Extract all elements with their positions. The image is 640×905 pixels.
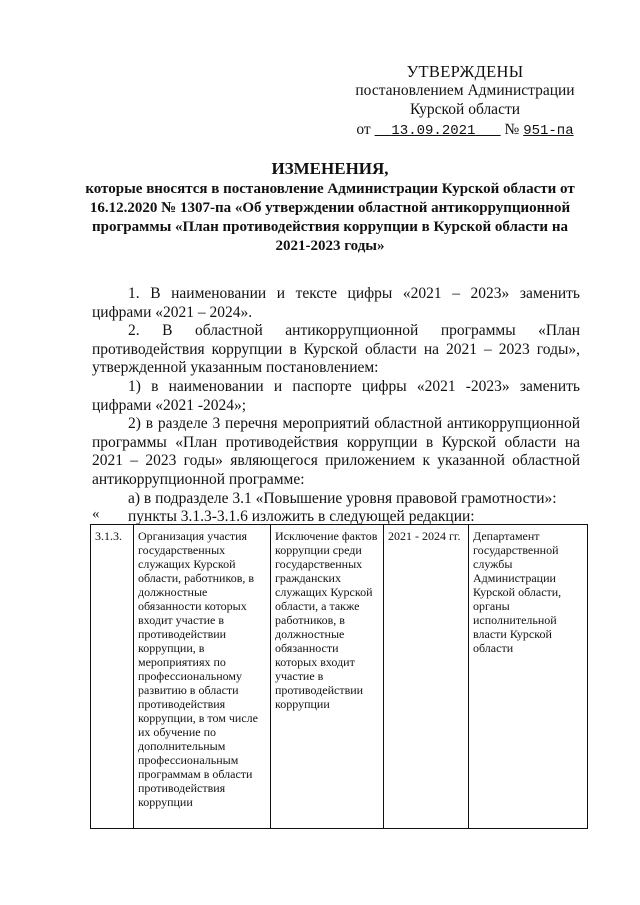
approval-date-line <box>340 120 590 141</box>
opening-quote: « <box>92 506 100 522</box>
approval-title: УТВЕРЖДЕНЫ <box>406 62 524 81</box>
cell-result: Исключение фактов коррупции среди государственных гражданских служащих Курской области, а также работников, в должностные обязанности которых входит участие в противодействии коррупции <box>271 525 384 829</box>
cell-period: 2021 - 2024 гг. <box>384 525 469 829</box>
paragraph-2: 2. В областной антикоррупционной программы «План противодействия коррупции в Курской области на 2021 – 2023 годы», утвержденной указанным постановлением: <box>92 322 580 377</box>
paragraph-6: пункты 3.1.3-3.1.6 изложить в следующей редакции: <box>128 508 475 526</box>
approval-number-label: № <box>504 121 520 138</box>
paragraph-5: а) в подразделе 3.1 «Повышение уровня правовой грамотности»: <box>128 489 557 507</box>
cell-executor: Департамент государственной службы Администрации Курской области, органы исполнительной власти Курской области <box>469 525 588 829</box>
approval-block <box>340 62 590 141</box>
table-row <box>91 525 588 829</box>
document-heading <box>80 158 580 256</box>
approval-from-label: от <box>356 121 371 138</box>
approval-line2: Курской области <box>409 101 521 118</box>
measures-table <box>90 524 588 829</box>
paragraph-3: 1) в наименовании и паспорте цифры «2021 -2023» заменить цифрами «2021 -2024»; <box>92 377 580 414</box>
approval-number: 951-па <box>523 123 574 139</box>
approval-date: 13.09.2021 <box>391 123 476 139</box>
cell-number: 3.1.3. <box>91 525 134 829</box>
heading-title: ИЗМЕНЕНИЯ, <box>271 159 389 178</box>
paragraph-1: 1. В наименовании и тексте цифры «2021 – 2023» заменить цифрами «2021 – 2024». <box>92 285 580 321</box>
paragraph-4: 2) в разделе 3 перечня мероприятий областной антикоррупционной программы «План противодействия коррупции в Курской области на 2021 – 2023 годы» являющегося приложением к указанной областной антикоррупционной программе: <box>92 415 580 488</box>
document-body <box>92 285 580 527</box>
cell-activity: Организация участия государственных служащих Курской области, работников, в должностные обязанности которых входит участие в противодействии коррупции, в мероприятиях по профессиональному развитию в области противодействия коррупции, в том числе их обучение по дополнительным профессиональным программам в области противодействия коррупции <box>134 525 271 829</box>
approval-line1: постановлением Администрации <box>355 82 575 99</box>
heading-subtitle: которые вносятся в постановление Администрации Курской области от 16.12.2020 № 1307-па «Об утверждении областной антикоррупционной программы «План противодействия коррупции в Курской области на 2021-2023 годы» <box>85 181 575 254</box>
